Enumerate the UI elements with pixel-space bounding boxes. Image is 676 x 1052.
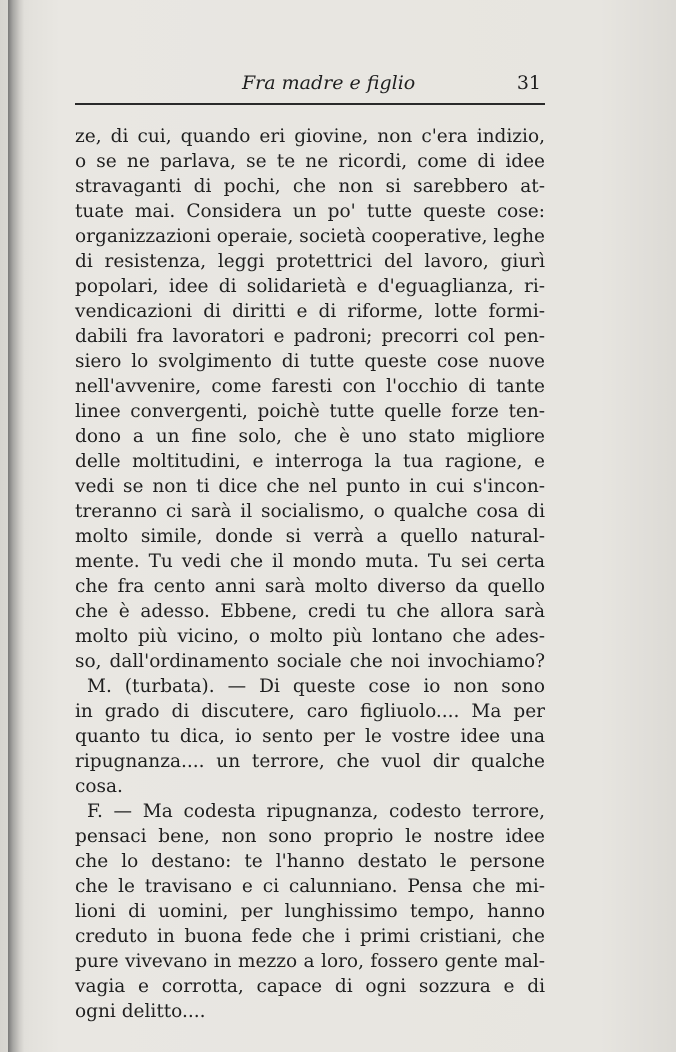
text-line: tuate mai. Considera un po' tutte queste cose: bbox=[75, 201, 545, 222]
text-line: so, dall'ordinamento sociale che noi invochiamo? bbox=[75, 651, 545, 672]
page-number: 31 bbox=[516, 72, 541, 94]
text-line: nell'avvenire, come faresti con l'occhio di tante bbox=[75, 376, 545, 397]
text-line: stravaganti di pochi, che non si sarebbero at- bbox=[75, 176, 545, 197]
text-line: popolari, idee di solidarietà e d'eguaglianza, ri- bbox=[75, 276, 545, 297]
book-spine-shadow bbox=[8, 0, 24, 1052]
text-line: organizzazioni operaie, società cooperative, leghe bbox=[75, 226, 545, 247]
text-line: mente. Tu vedi che il mondo muta. Tu sei certa bbox=[75, 551, 545, 572]
text-line: molto simile, donde si verrà a quello natural- bbox=[75, 526, 545, 547]
text-line: che le travisano e ci calunniano. Pensa che mi- bbox=[75, 876, 545, 897]
text-line: in grado di discutere, caro figliuolo.... Ma per bbox=[75, 701, 545, 722]
text-line: creduto in buona fede che i primi cristiani, che bbox=[75, 926, 545, 947]
text-line: ripugnanza.... un terrore, che vuol dir qualche bbox=[75, 751, 545, 772]
text-line: che è adesso. Ebbene, credi tu che allora sarà bbox=[75, 601, 545, 622]
text-line: pensaci bene, non sono proprio le nostre idee bbox=[75, 826, 545, 847]
text-line: che fra cento anni sarà molto diverso da quello bbox=[75, 576, 545, 597]
text-line: treranno ci sarà il socialismo, o qualche cosa di bbox=[75, 501, 545, 522]
text-line: M. (turbata). — Di queste cose io non sono bbox=[87, 676, 545, 697]
text-line: ogni delitto.... bbox=[75, 1001, 206, 1022]
text-line: cosa. bbox=[75, 776, 123, 797]
text-line: dabili fra lavoratori e padroni; precorri col pen- bbox=[75, 326, 545, 347]
text-line: quanto tu dica, io sento per le vostre idee una bbox=[75, 726, 545, 747]
text-line: di resistenza, leggi protettrici del lavoro, giurì bbox=[75, 251, 545, 272]
text-line: lioni di uomini, per lunghissimo tempo, hanno bbox=[75, 901, 545, 922]
text-line: ze, di cui, quando eri giovine, non c'era indizio, bbox=[75, 126, 545, 147]
text-line: siero lo svolgimento di tutte queste cose nuove bbox=[75, 351, 545, 372]
text-line: delle moltitudini, e interroga la tua ragione, e bbox=[75, 451, 545, 472]
page-header bbox=[75, 70, 545, 100]
text-line: o se ne parlava, se te ne ricordi, come di idee bbox=[75, 151, 545, 172]
body-text bbox=[75, 124, 545, 1024]
text-line: vendicazioni di diritti e di riforme, lotte formi- bbox=[75, 301, 545, 322]
running-title: Fra madre e figlio bbox=[242, 72, 416, 94]
text-line: vedi se non ti dice che nel punto in cui s'incon- bbox=[75, 476, 545, 497]
text-line: che lo destano: te l'hanno destato le persone bbox=[75, 851, 545, 872]
text-line: F. — Ma codesta ripugnanza, codesto terrore, bbox=[87, 801, 545, 822]
text-line: molto più vicino, o molto più lontano che ades- bbox=[75, 626, 545, 647]
header-rule bbox=[75, 103, 545, 105]
text-line: vagia e corrotta, capace di ogni sozzura e di bbox=[75, 976, 545, 997]
text-line: linee convergenti, poichè tutte quelle forze ten- bbox=[75, 401, 545, 422]
text-line: pure vivevano in mezzo a loro, fossero gente mal- bbox=[75, 951, 545, 972]
text-line: dono a un fine solo, che è uno stato migliore bbox=[75, 426, 545, 447]
